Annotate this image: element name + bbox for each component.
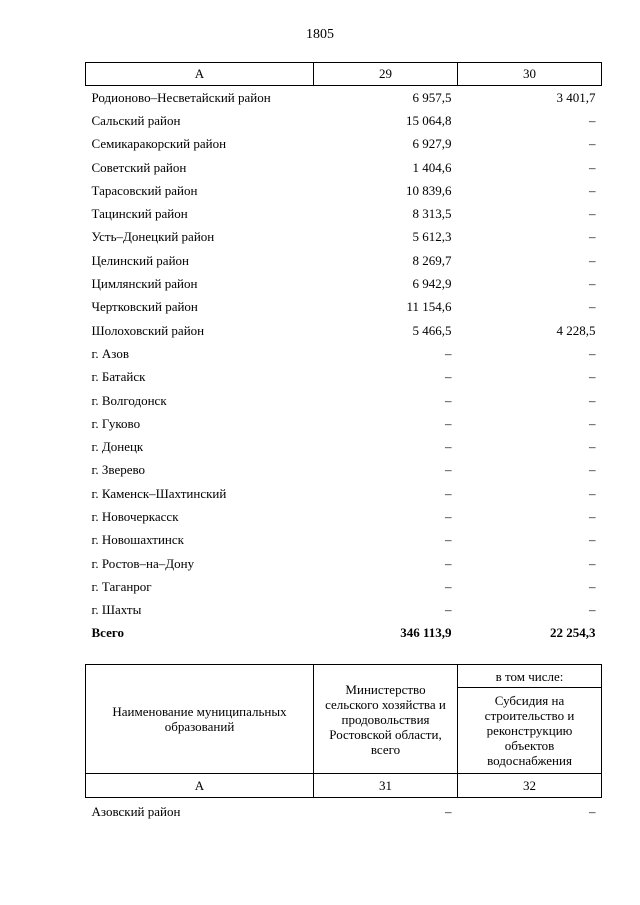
table-row [86, 505, 602, 528]
value-cell: – [589, 602, 596, 618]
table-row [86, 272, 602, 295]
value-cell: – [445, 485, 452, 501]
value-cell: – [589, 803, 596, 819]
value-cell: – [589, 532, 596, 548]
value-cell: 10 839,6 [406, 182, 452, 198]
value-cell: – [445, 392, 452, 408]
value-cell: – [445, 555, 452, 571]
value-cell: – [445, 439, 452, 455]
municipality-name: г. Ростов–на–Дону [91, 555, 195, 571]
table-row [86, 86, 602, 110]
table-row [86, 109, 602, 132]
value-cell: 6 957,5 [412, 89, 452, 105]
value-cell: – [445, 369, 452, 385]
municipality-name: г. Каменск–Шахтинский [91, 485, 227, 501]
value-cell: – [589, 439, 596, 455]
column-index-a: А [86, 63, 314, 86]
table-row [86, 342, 602, 365]
table-row [86, 156, 602, 179]
table-row [86, 435, 602, 458]
municipality-column-header: Наименование муниципальных образований [86, 665, 314, 774]
column-index-row [86, 63, 602, 86]
budget-table-part1 [85, 62, 602, 645]
page-number: 1805 [306, 27, 334, 42]
value-cell: 1 404,6 [412, 159, 452, 175]
column-index-30: 30 [458, 63, 602, 86]
table-row [86, 482, 602, 505]
value-cell: 346 113,9 [400, 625, 452, 641]
table-row [86, 389, 602, 412]
table-row [86, 412, 602, 435]
including-group-header: в том числе: [458, 665, 602, 688]
table-row [86, 179, 602, 202]
table-row [86, 459, 602, 482]
value-cell: 11 154,6 [406, 299, 452, 315]
table-row [86, 529, 602, 552]
municipality-name: г. Таганрог [91, 578, 152, 594]
table-row [86, 226, 602, 249]
column-index-row [86, 774, 602, 798]
municipality-name: Усть–Донецкий район [91, 229, 215, 245]
municipality-name: Тацинский район [91, 206, 188, 222]
value-cell: – [589, 229, 596, 245]
value-cell: – [589, 485, 596, 501]
value-cell: – [445, 415, 452, 431]
column-index-29: 29 [314, 63, 458, 86]
total-row [86, 622, 602, 645]
water-supply-subsidy-header: Субсидия на строительство и реконструкцию объектов водоснабжения [458, 688, 602, 774]
table-row [86, 202, 602, 225]
value-cell: – [589, 206, 596, 222]
ministry-column-header: Министерство сельского хозяйства и продовольствия Ростовской области, всего [314, 665, 458, 774]
table-row [86, 798, 602, 825]
value-cell: – [589, 555, 596, 571]
municipality-name: Чертковский район [91, 299, 198, 315]
municipality-name: Семикаракорский район [91, 136, 227, 152]
value-cell: – [589, 299, 596, 315]
value-cell: – [445, 462, 452, 478]
value-cell: – [589, 392, 596, 408]
municipality-name: г. Зверево [91, 462, 146, 478]
municipality-name: Тарасовский район [91, 182, 198, 198]
value-cell: – [589, 369, 596, 385]
value-cell: 8 269,7 [412, 252, 452, 268]
value-cell: – [589, 415, 596, 431]
table-row [86, 249, 602, 272]
value-cell: 22 254,3 [550, 625, 596, 641]
municipality-name: Советский район [91, 159, 187, 175]
municipality-name: г. Гуково [91, 415, 141, 431]
value-cell: – [445, 532, 452, 548]
value-cell: – [589, 462, 596, 478]
table-row [86, 133, 602, 156]
municipality-name: г. Шахты [91, 602, 142, 618]
value-cell: – [445, 803, 452, 819]
table-row [86, 599, 602, 622]
value-cell: 15 064,8 [406, 112, 452, 128]
value-cell: – [445, 345, 452, 361]
municipality-name: Шолоховский район [91, 322, 205, 338]
column-index-a: А [86, 774, 314, 798]
value-cell: – [589, 112, 596, 128]
value-cell: – [589, 159, 596, 175]
value-cell: 8 313,5 [412, 206, 452, 222]
value-cell: – [589, 345, 596, 361]
municipality-name: г. Новочеркасск [91, 508, 179, 524]
municipality-name: Родионово–Несветайский район [91, 89, 271, 105]
municipality-name: Азовский район [91, 803, 181, 819]
municipality-name: Сальский район [91, 112, 181, 128]
value-cell: – [445, 602, 452, 618]
value-cell: – [589, 136, 596, 152]
table-row [86, 319, 602, 342]
table-row [86, 575, 602, 598]
value-cell: 5 612,3 [412, 229, 452, 245]
municipality-name: г. Батайск [91, 369, 146, 385]
value-cell: – [445, 508, 452, 524]
value-cell: – [445, 578, 452, 594]
municipality-name: г. Волгодонск [91, 392, 167, 408]
table-row [86, 552, 602, 575]
municipality-name: Целинский район [91, 252, 189, 268]
value-cell: – [589, 276, 596, 292]
municipality-name: Всего [91, 625, 124, 641]
municipality-name: г. Новошахтинск [91, 532, 184, 548]
municipality-name: г. Донецк [91, 439, 144, 455]
value-cell: – [589, 578, 596, 594]
municipality-name: г. Азов [91, 345, 129, 361]
value-cell: 4 228,5 [556, 322, 596, 338]
municipality-name: Цимлянский район [91, 276, 198, 292]
budget-table-part2 [85, 664, 602, 824]
table-row [86, 366, 602, 389]
table-row [86, 296, 602, 319]
value-cell: – [589, 508, 596, 524]
value-cell: – [589, 182, 596, 198]
value-cell: 5 466,5 [412, 322, 452, 338]
value-cell: 3 401,7 [556, 89, 596, 105]
column-index-32: 32 [458, 774, 602, 798]
value-cell: 6 942,9 [412, 276, 452, 292]
value-cell: 6 927,9 [412, 136, 452, 152]
column-index-31: 31 [314, 774, 458, 798]
value-cell: – [589, 252, 596, 268]
